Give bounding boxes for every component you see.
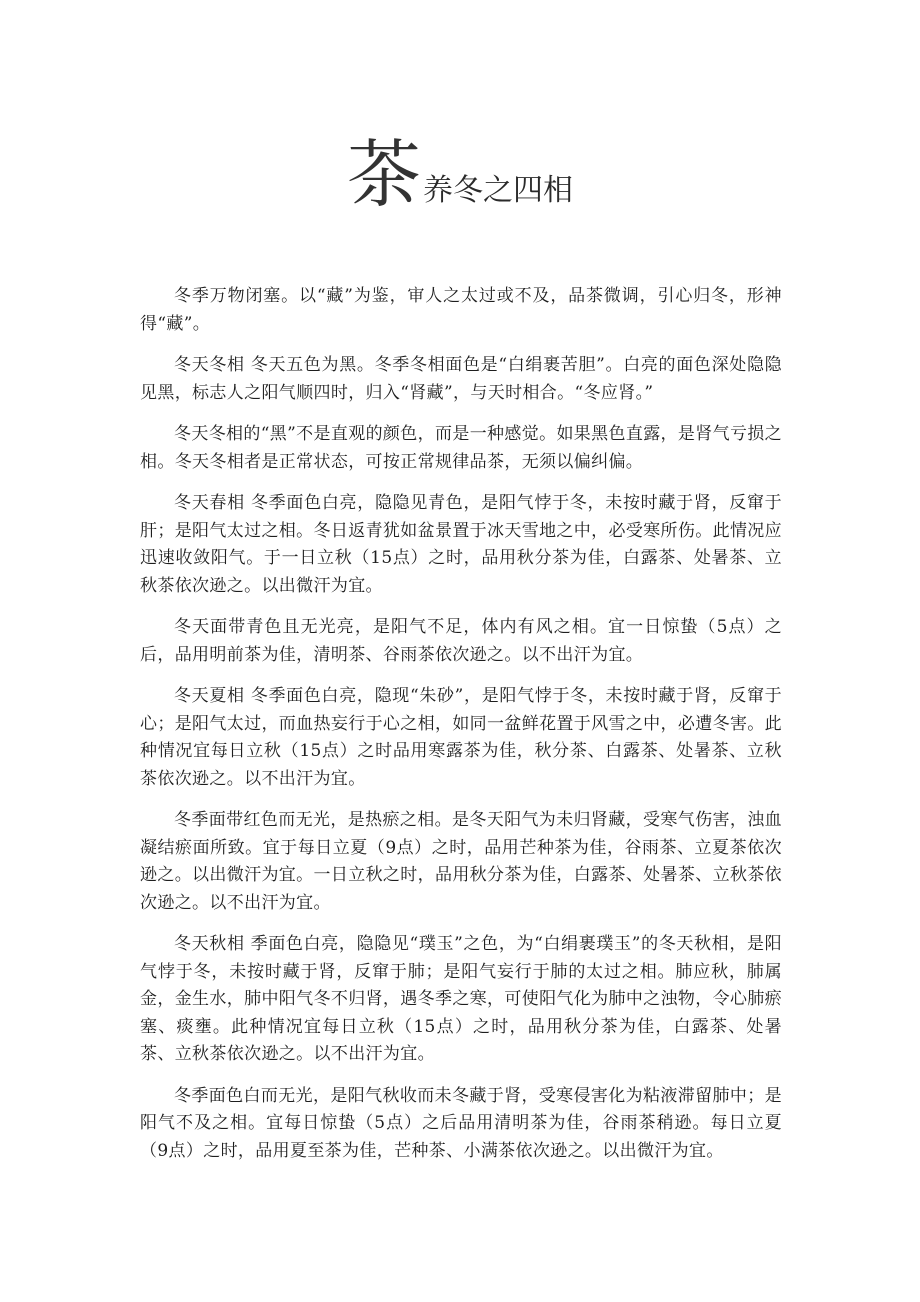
paragraph: 冬天秋相 季面色白亮，隐隐见“璞玉”之色，为“白绢裹璞玉”的冬天秋相，是阳气悖于冬，未按时藏于肾，反窜于肺；是阳气妄行于肺的太过之相。肺应秋，肺属金，金生水，肺中阳气冬不归肾，遇冬季之寒，可使阳气化为肺中之浊物，令心肺瘀塞、痰壅。此种情况宜每日立秋（15点）之时，品用秋分茶为佳，白露茶、处暑茶、立秋茶依次逊之。以不出汗为宜。 — [140, 934, 782, 1064]
paragraph: 冬天冬相 冬天五色为黑。冬季冬相面色是“白绢裹苦胆”。白亮的面色深处隐隐见黑，标志人之阳气顺四时，归入“肾藏”，与天时相合。“冬应肾。” — [140, 355, 782, 403]
paragraph: 冬天面带青色且无光亮，是阳气不足，体内有风之相。宜一日惊蛰（5点）之后，品用明前茶为佳，清明茶、谷雨茶依次逊之。以不出汗为宜。 — [140, 617, 782, 665]
article-body — [140, 283, 782, 1179]
paragraph: 冬季面色白而无光，是阳气秋收而未冬藏于肾，受寒侵害化为粘液滞留肺中；是阳气不及之相。宜每日惊蛰（5点）之后品用清明茶为佳，谷雨茶稍逊。每日立夏（9点）之时，品用夏至茶为佳，芒种茶、小满茶依次逊之。以出微汗为宜。 — [140, 1085, 782, 1161]
paragraph: 冬天冬相的“黑”不是直观的颜色，而是一种感觉。如果黑色直露，是肾气亏损之相。冬天冬相者是正常状态，可按正常规律品茶，无须以偏纠偏。 — [140, 424, 782, 472]
paragraph: 冬天春相 冬季面色白亮，隐隐见青色，是阳气悖于冬，未按时藏于肾，反窜于肝；是阳气太过之相。冬日返青犹如盆景置于冰天雪地之中，必受寒所伤。此情况应迅速收敛阳气。于一日立秋（15点）之时，品用秋分茶为佳，白露茶、处暑茶、立秋茶依次逊之。以出微汗为宜。 — [140, 493, 782, 596]
paragraph: 冬季面带红色而无光，是热瘀之相。是冬天阳气为未归肾藏，受寒气伤害，浊血凝结瘀面所致。宜于每日立夏（9点）之时，品用芒种茶为佳，谷雨茶、立夏茶依次逊之。以出微汗为宜。一日立秋之时，品用秋分茶为佳，白露茶、处暑茶、立秋茶依次逊之。以不出汗为宜。 — [140, 810, 782, 913]
paragraph: 冬天夏相 冬季面色白亮，隐现“朱砂”，是阳气悖于冬，未按时藏于肾，反窜于心；是阳气太过，而血热妄行于心之相，如同一盆鲜花置于风雪之中，必遭冬害。此种情况宜每日立秋（15点）之时品用寒露茶为佳，秋分茶、白露茶、处暑茶、立秋茶依次逊之。以不出汗为宜。 — [140, 686, 782, 789]
title-text: 养冬之四相 — [423, 173, 573, 208]
title-large-character: 茶 — [347, 132, 421, 218]
paragraph: 冬季万物闭塞。以“藏”为鉴，审人之太过或不及，品茶微调，引心归冬，形神得“藏”。 — [140, 286, 782, 334]
page-title — [0, 132, 920, 218]
